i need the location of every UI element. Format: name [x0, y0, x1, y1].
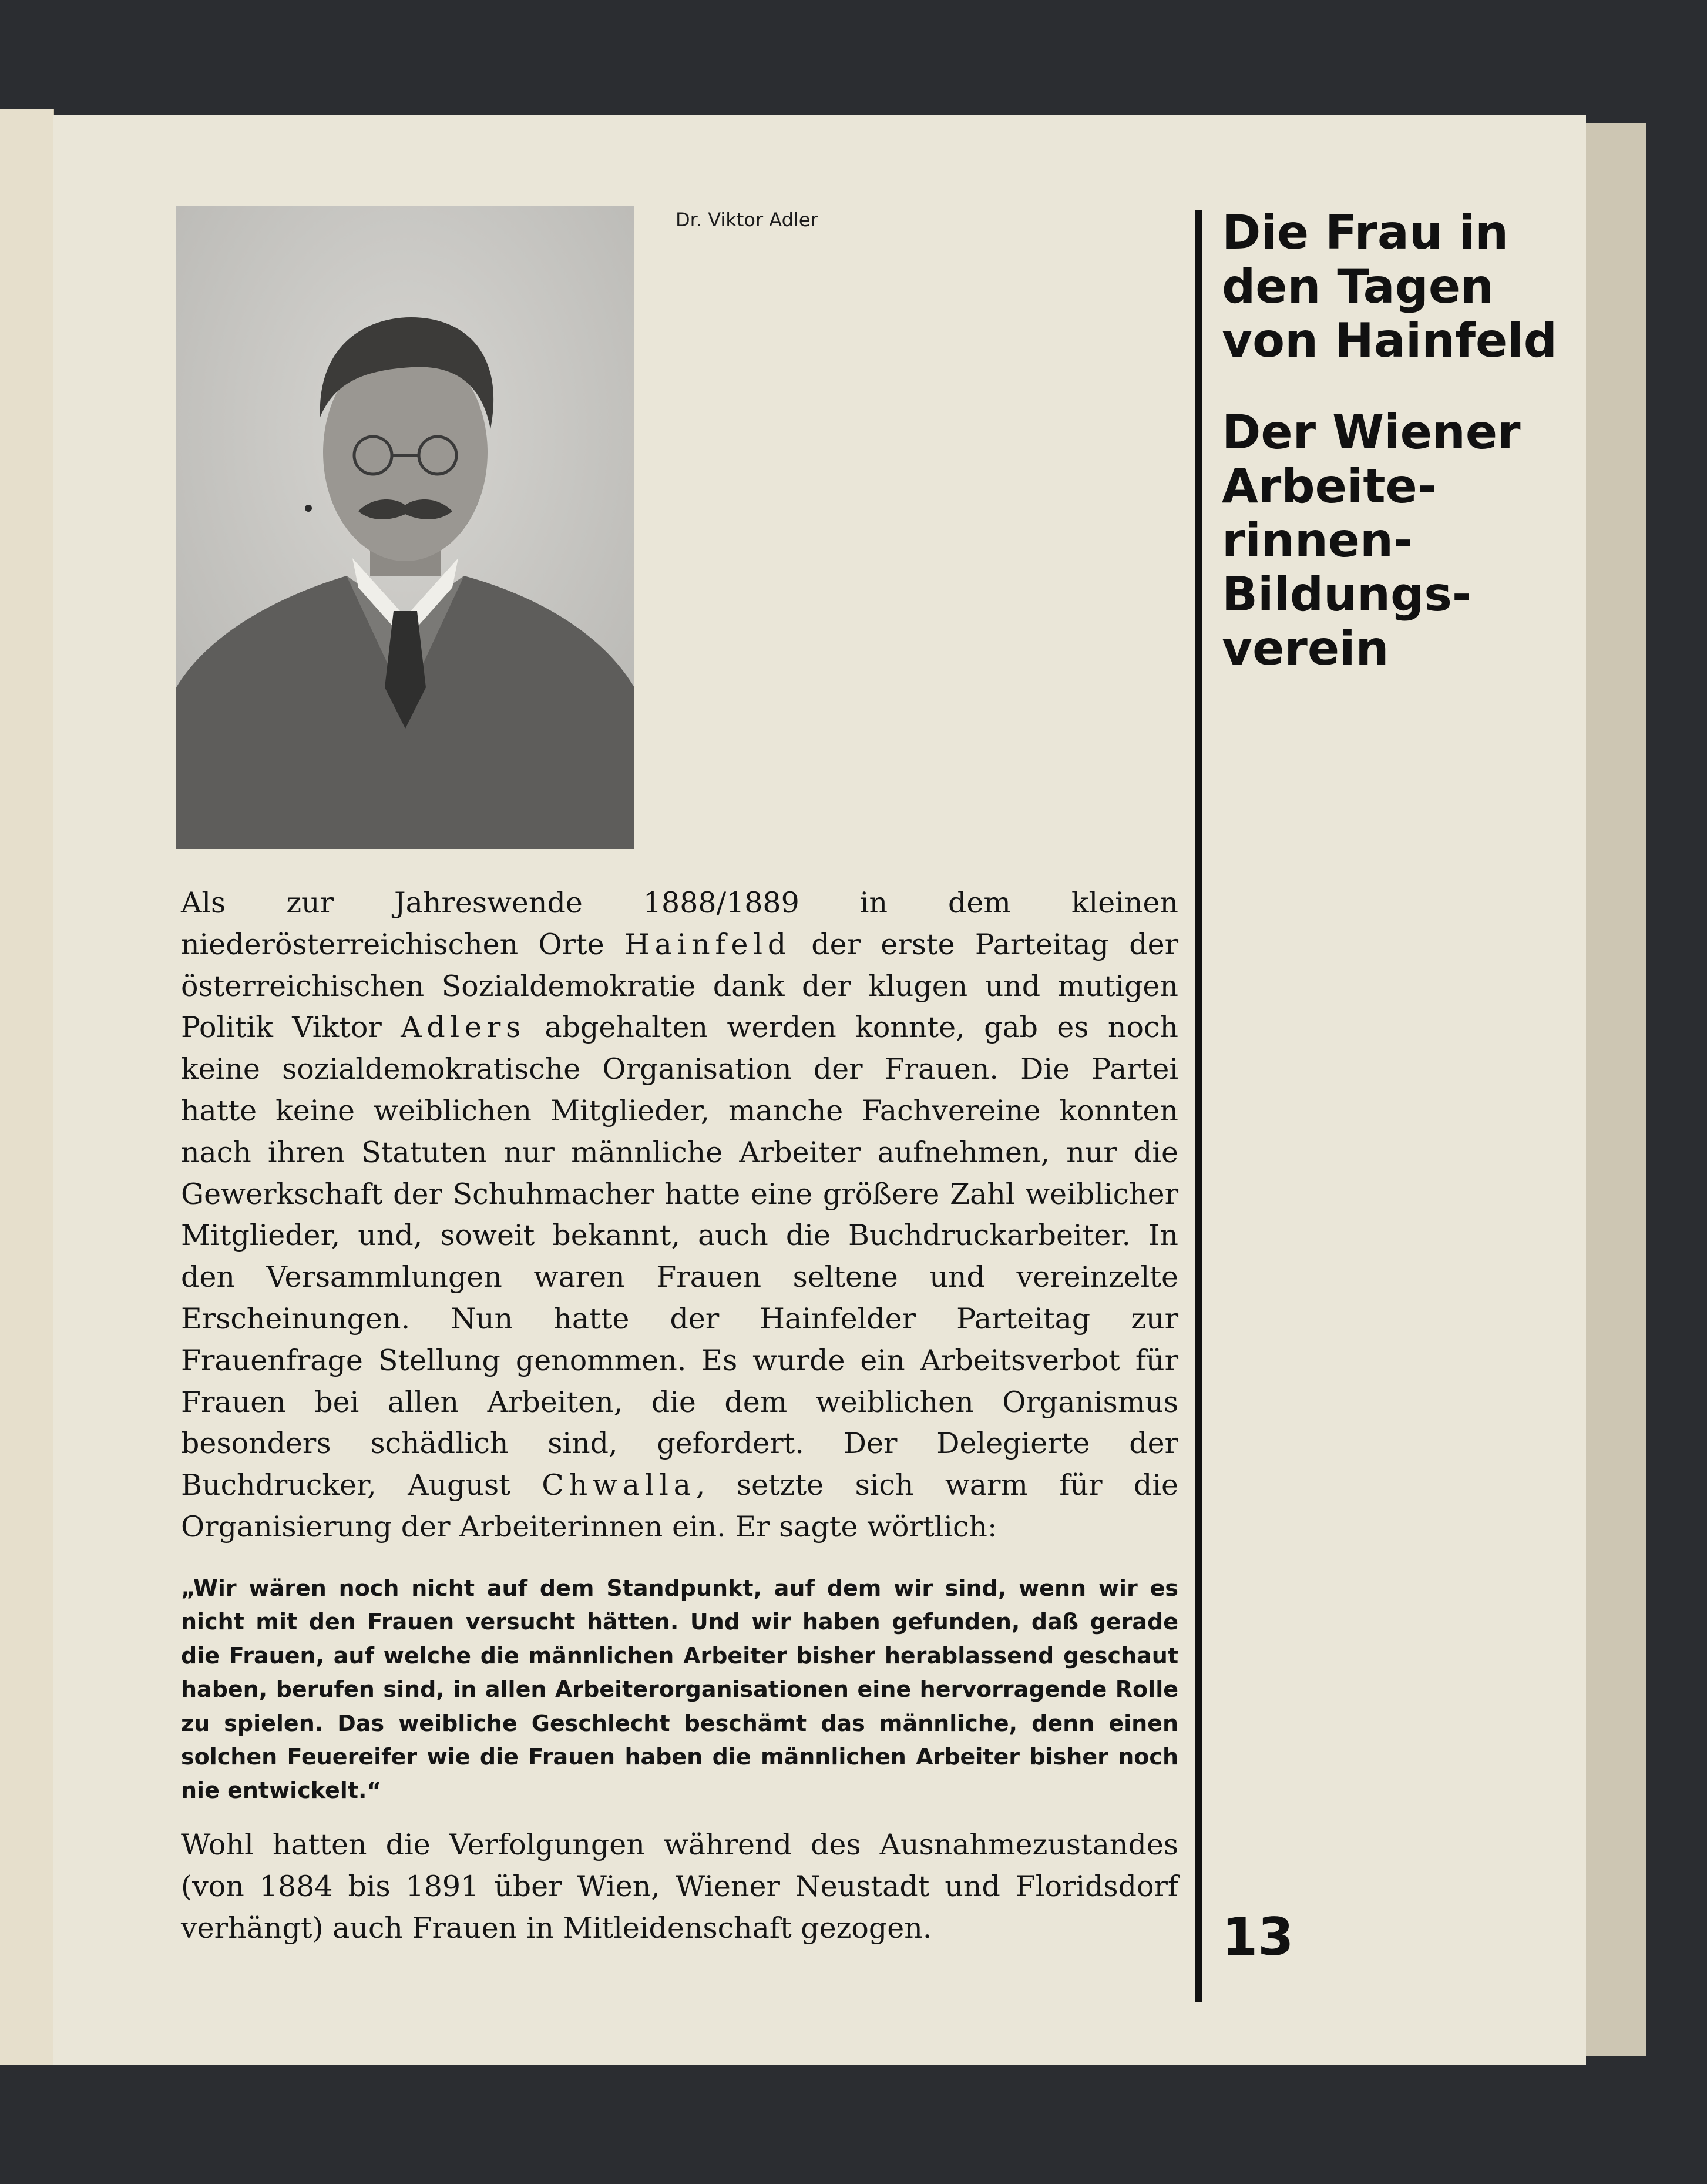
- text-run: Als zur Jahreswende 1888/1889 in dem kleinen niederösterreichischen Orte: [181, 886, 1178, 961]
- photo-caption: Dr. Viktor Adler: [676, 209, 818, 231]
- spaced-name-hainfeld: Hainfeld: [624, 927, 791, 961]
- previous-page-edge: [0, 109, 54, 2065]
- chapter-title: Die Frau in den Tagen von Hainfeld: [1222, 205, 1557, 368]
- portrait-photo: [176, 206, 634, 849]
- article-paragraph-2: Wohl hatten die Verfolgungen während des Ausnahmezustandes (von 1884 bis 1891 über Wien, Wiener Neustadt und Floridsdorf verhängt) auch Frauen in Mitleidenschaft gezogen.: [181, 1828, 1178, 1945]
- article-paragraph-1: [181, 883, 1178, 1548]
- spaced-name-adlers: Adlers: [401, 1011, 526, 1045]
- sidebar-divider-rule: [1195, 210, 1202, 2002]
- text-run: der erste Parteitag der österreichischen Sozialdemokratie dank der klugen und mutigen Politik Viktor: [181, 927, 1178, 1045]
- text-run: abgehalten werden konnte, gab es noch keine sozialdemokratische Organisation der Frauen. Die Partei hatte keine weiblichen Mitglieder, manche Fachvereine konnten nach ihren Statuten nur männliche Arbeiter aufnehmen, nur die Gewerkschaft der Schuhmacher hatte eine größere Zahl weiblicher Mitglieder, und, soweit bekannt, auch die Buchdruckarbeiter. In den Versammlungen waren Frauen seltene und vereinzelte Erscheinungen. Nun hatte der Hainfelder Parteitag zur Frauenfrage Stellung genommen. Es wurde ein Arbeitsverbot für Frauen bei allen Arbeiten, die dem weiblichen Organismus besonders schädlich sind, gefordert. Der Delegierte der Buchdrucker, August: [181, 1011, 1178, 1502]
- text-run: , setzte sich warm für die Organisierung der Arbeiterinnen ein. Er sagte wörtlich:: [181, 1468, 1178, 1544]
- portrait-illustration: [176, 206, 634, 849]
- page-number: 13: [1222, 1907, 1294, 1967]
- block-quote: „Wir wären noch nicht auf dem Standpunkt, auf dem wir sind, wenn wir es nicht mit den Frauen versucht hätten. Und wir haben gefunden, daß gerade die Frauen, auf welche die männlichen Arbeiter bisher herablassend geschaut haben, berufen sind, in allen Arbeiterorganisationen eine hervorragende Rolle zu spielen. Das weibliche Geschlecht beschämt das männliche, denn einen solchen Feuereifer wie die Frauen haben die männlichen Arbeiter bisher noch nie entwickelt.“: [181, 1575, 1178, 1804]
- spaced-name-chwalla: Chwalla: [542, 1468, 696, 1502]
- section-title: Der Wiener Arbeite- rinnen- Bildungs- verein: [1222, 405, 1521, 676]
- book-page: [53, 115, 1586, 2065]
